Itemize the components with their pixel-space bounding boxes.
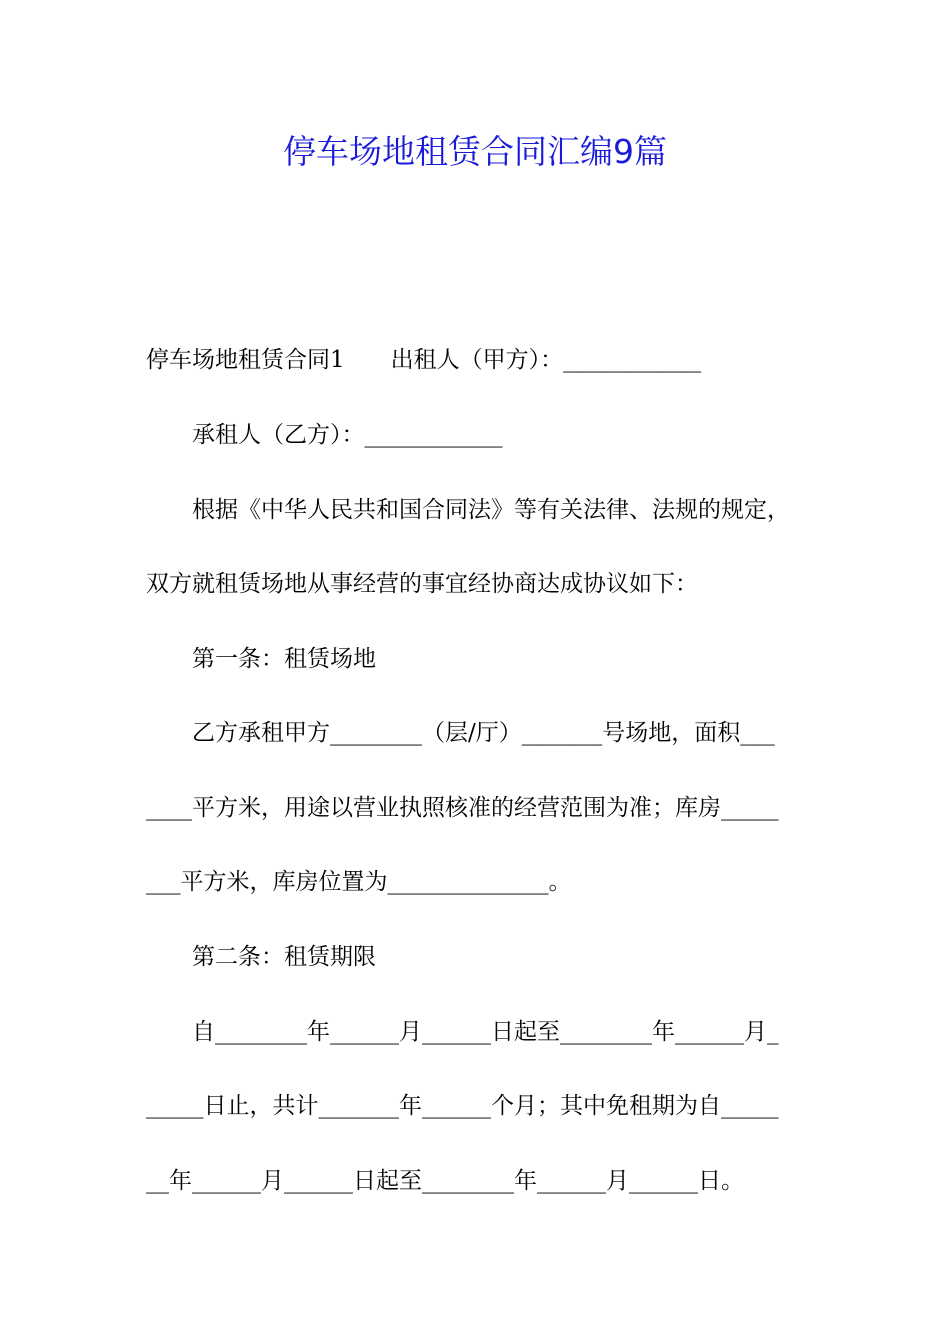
- article-2-paragraph-line-1: 自________年______月______日起至________年______月_: [146, 1019, 779, 1045]
- legal-basis-paragraph-line-2: 双方就租赁场地从事经营的事宜经协商达成协议如下：: [146, 571, 698, 597]
- article-2-paragraph-line-3: __年______月______日起至________年______月______日。: [146, 1168, 744, 1194]
- article-2-paragraph-line-2: _____日止，共计_______年______个月；其中免租期为自_____: [146, 1093, 779, 1119]
- legal-basis-paragraph-line-1: 根据《中华人民共和国合同法》等有关法律、法规的规定，: [146, 497, 790, 523]
- article-2-heading: 第二条：租赁期限: [146, 944, 376, 970]
- article-1-paragraph-line-1: 乙方承租甲方________（层/厅）_______号场地，面积___: [146, 720, 775, 746]
- article-1-heading: 第一条：租赁场地: [146, 646, 376, 672]
- lessee-line: 承租人（乙方）：____________: [146, 422, 503, 448]
- article-1-paragraph-line-2: ____平方米，用途以营业执照核准的经营范围为准；库房_____: [146, 795, 779, 821]
- contract-heading-lessor-line: 停车场地租赁合同1 出租人（甲方）：____________: [146, 347, 702, 373]
- article-1-paragraph-line-3: ___平方米，库房位置为______________。: [146, 869, 572, 895]
- page-title: 停车场地租赁合同汇编9篇: [283, 132, 667, 171]
